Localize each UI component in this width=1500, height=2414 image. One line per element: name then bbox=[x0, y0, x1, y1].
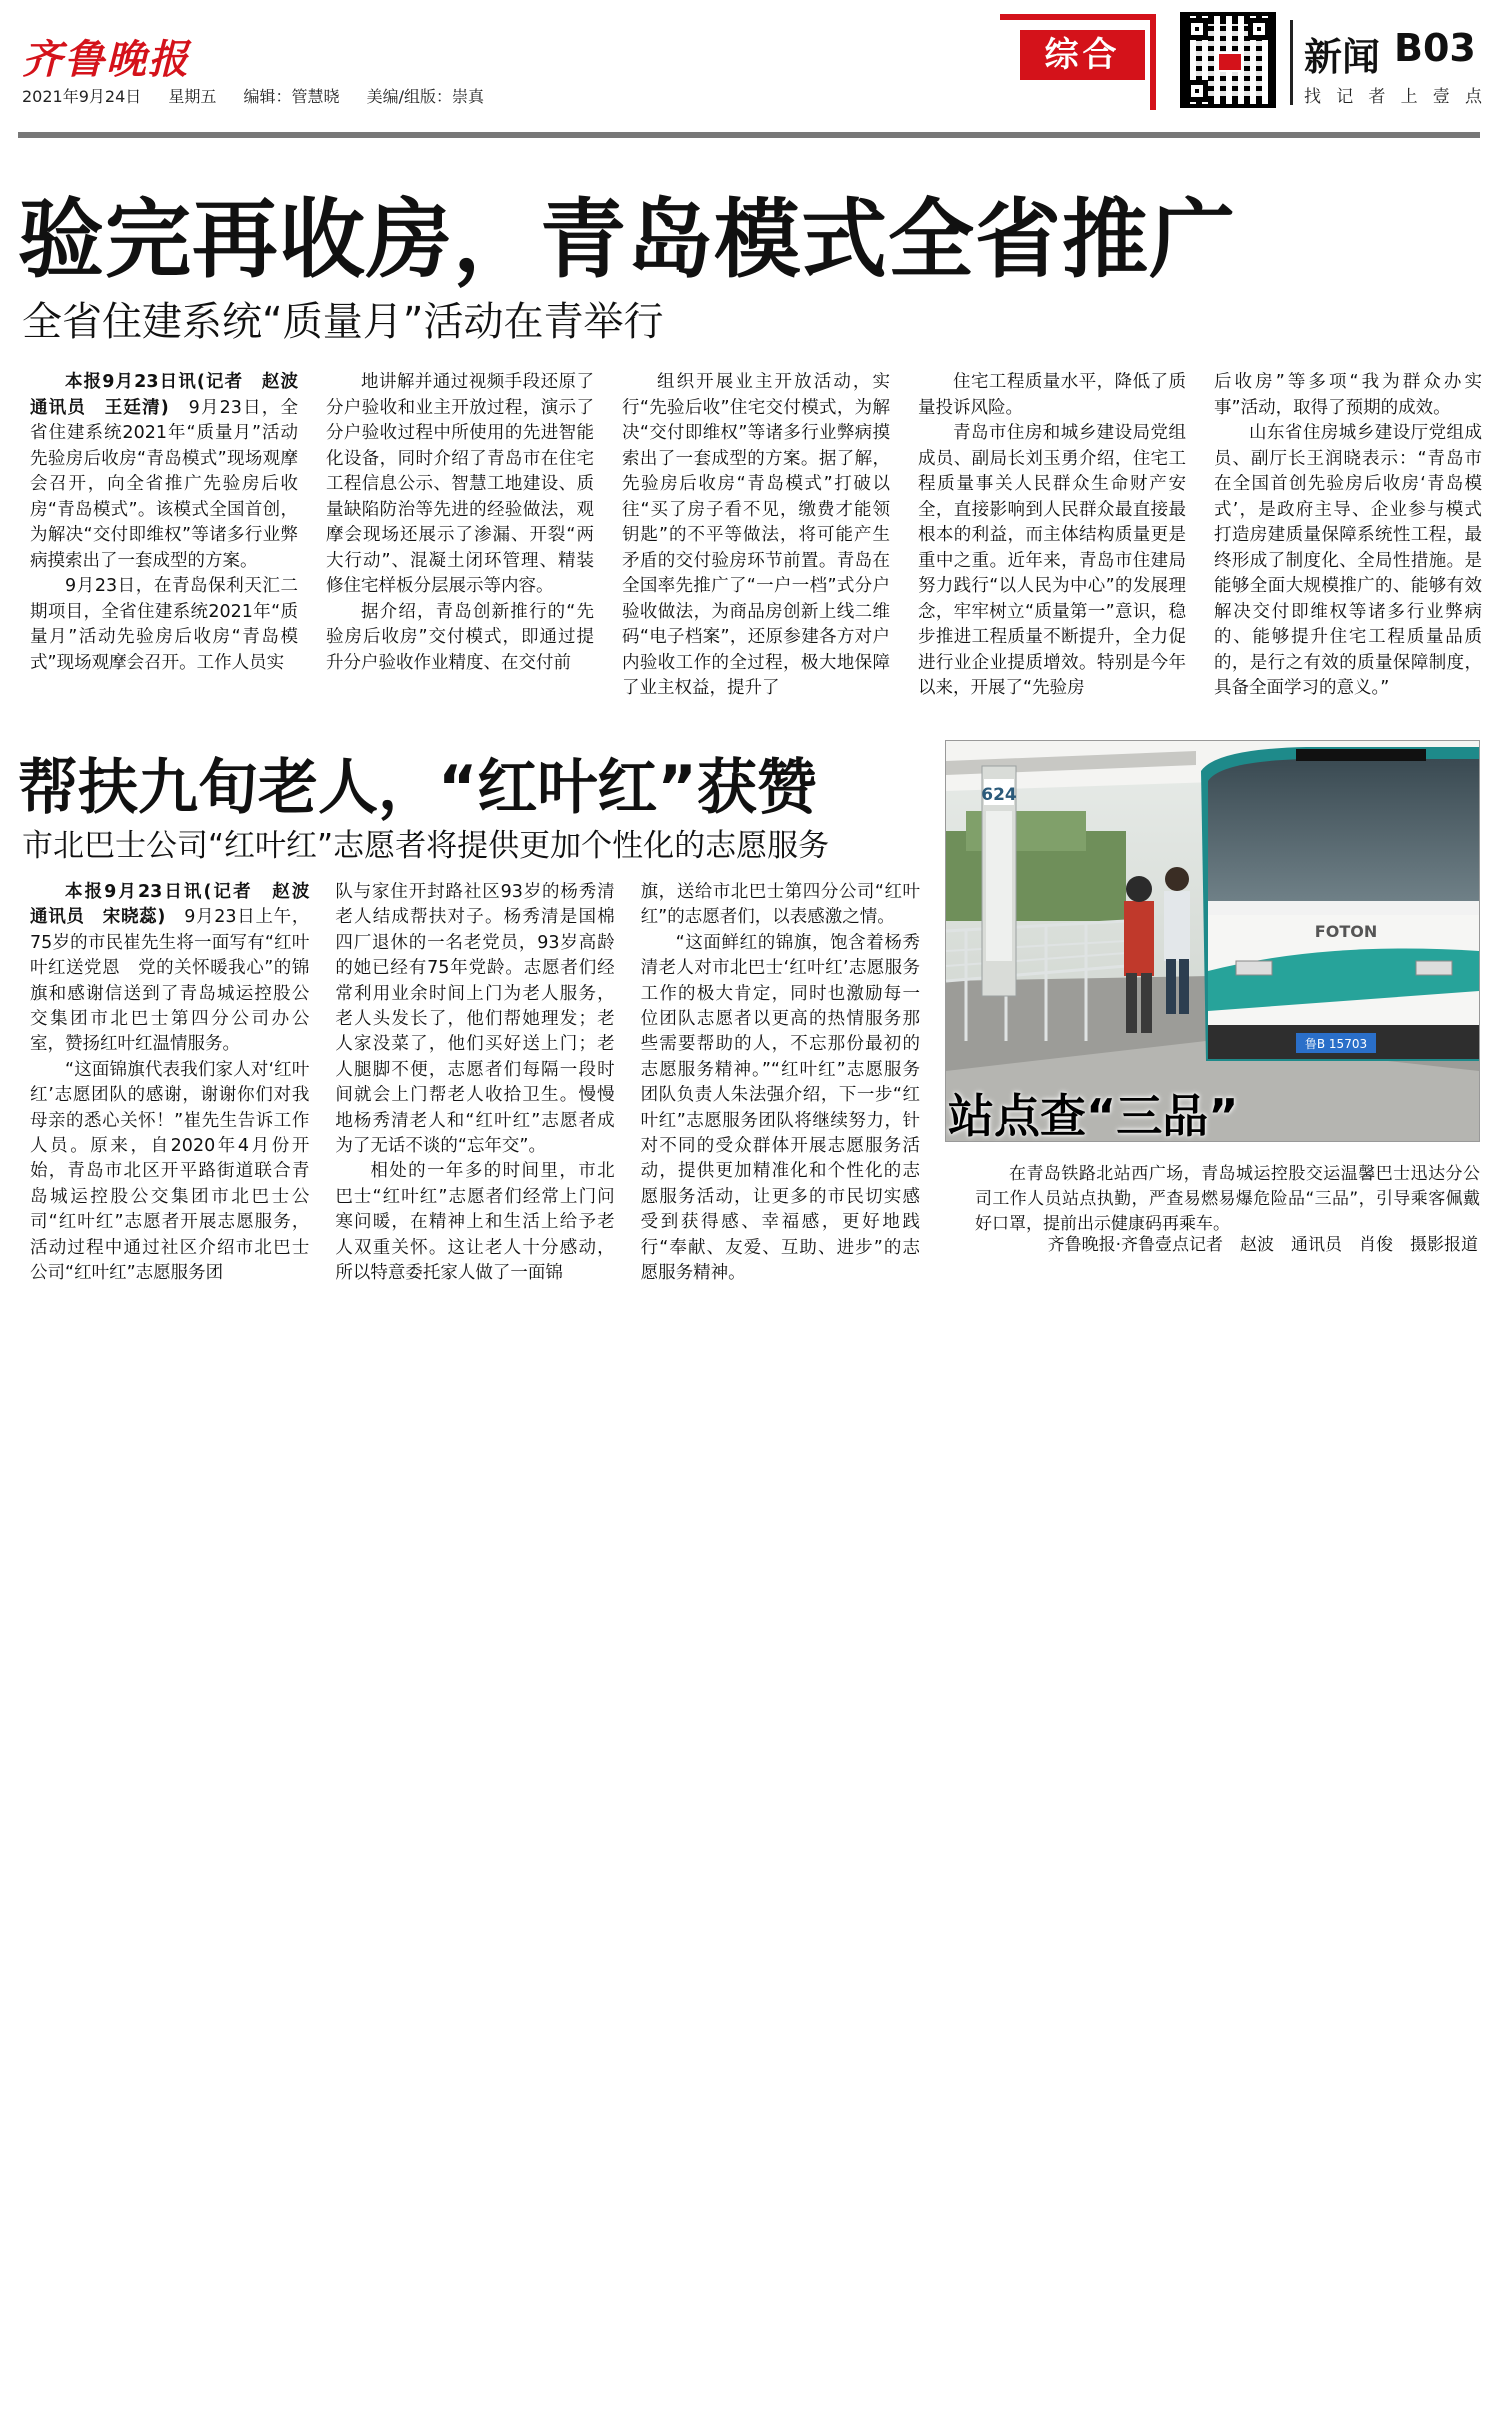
paragraph bbox=[326, 370, 594, 600]
paragraph bbox=[622, 370, 890, 702]
article2-column bbox=[30, 880, 327, 1284]
paragraph bbox=[641, 931, 920, 1287]
photo-title: 站点查“三品” bbox=[948, 1089, 1239, 1143]
masthead-logo: 齐鲁晚报 bbox=[22, 36, 190, 83]
article2-column bbox=[335, 880, 615, 1284]
designer-credit: 美编/组版：崇真 bbox=[366, 87, 484, 106]
qr-code-icon[interactable] bbox=[1180, 12, 1276, 108]
slogan: 找 记 者 上 壹 点 bbox=[1304, 87, 1484, 107]
paragraph-text: 旗，送给市北巴士第四分公司“红叶红”的志愿者们，以表感激之情。 bbox=[640, 882, 920, 928]
paragraph bbox=[326, 600, 594, 677]
paragraph bbox=[30, 880, 327, 1058]
paragraph bbox=[30, 574, 298, 676]
paragraph-text: 9月23日，全省住建系统2021年“质量月”活动先验房后收房“青岛模式”现场观摩会召开，向全省推广先验房后收房“青岛模式”。该模式全国首创，为解决“交付即维权”等诸多行业弊病摸索出了一套成型的方案。 bbox=[30, 397, 298, 571]
paragraph bbox=[30, 370, 316, 574]
article1-column bbox=[1214, 370, 1482, 698]
paragraph-text: 组织开展业主开放活动，实行“先验后收”住宅交付模式，为解决“交付即维权”等诸多行业弊病摸索出了一套成型的方案。据了解，先验房后收房“青岛模式”打破以往“买了房子看不见，缴费才能领钥匙”的不平等做法，将可能产生矛盾的交付验房环节前置。青岛在全国率先推广了“一户一档”式分户验收做法，为商品房创新上线二维码“电子档案”，还原参建各方对户内验收工作的全过程，极大地保障了业主权益，提升了 bbox=[622, 372, 890, 698]
article2-headline: 帮扶九旬老人，“红叶红”获赞 bbox=[18, 753, 817, 823]
header-rule bbox=[18, 132, 1480, 138]
paragraph bbox=[918, 370, 1186, 421]
article1-column bbox=[918, 370, 1186, 698]
paragraph bbox=[918, 421, 1186, 702]
weekday: 星期五 bbox=[168, 87, 217, 106]
paragraph-text: “这面鲜红的锦旗，饱含着杨秀清老人对市北巴士‘红叶红’志愿服务工作的极大肯定，同时也激励每一位团队志愿者以更高的热情服务那些需要帮助的人，不忘那份最初的志愿服务精神。”“红叶红”志愿服务团队负责人朱法强介绍，下一步“红叶红”志愿服务团队将继续努力，针对不同的受众群体开展志愿服务活动，提供更加精准化和个性化的志愿服务活动，让更多的市民切实感受到获得感、幸福感，更好地践行“奉献、友爱、互助、进步”的志愿服务精神。 bbox=[640, 932, 920, 1284]
photo-caption: 在青岛铁路北站西广场，青岛城运控股交运温馨巴士迅达分公司工作人员站点执勤，严查易燃易爆危险品“三品”，引导乘客佩戴好口罩，提前出示健康码再乘车。 bbox=[975, 1164, 1480, 1234]
article1-subheadline: 全省住建系统“质量月”活动在青举行 bbox=[22, 299, 664, 345]
bus-brand: FOTON bbox=[1314, 922, 1378, 941]
article1-column bbox=[326, 370, 594, 685]
article1-column bbox=[622, 370, 890, 698]
paragraph bbox=[30, 1058, 309, 1287]
paragraph bbox=[1214, 370, 1482, 421]
paragraph-text: “这面锦旗代表我们家人对‘红叶红’志愿团队的感谢，谢谢你们对我母亲的悉心关怀！”崔先生告诉工作人员。原来，自2020年4月份开始，青岛市北区开平路街道联合青岛城运控股公交集团市北巴士公司“红叶红”志愿者开展志愿服务，活动过程中通过社区介绍市北巴士公司“红叶红”志愿服务团 bbox=[30, 1059, 310, 1284]
article2-column bbox=[640, 880, 920, 1284]
editor-credit: 编辑：管慧晓 bbox=[243, 87, 340, 106]
paragraph-text: 住宅工程质量水平，降低了质量投诉风险。 bbox=[918, 372, 1186, 418]
byline: 本报9月23日讯(记者 赵波 通讯员 宋晓蕊) bbox=[30, 882, 327, 928]
license-plate: 鲁B 15703 bbox=[1304, 1037, 1368, 1051]
page-number: B03 bbox=[1394, 26, 1476, 70]
article2-subheadline: 市北巴士公司“红叶红”志愿者将提供更加个性化的志愿服务 bbox=[22, 828, 830, 864]
paragraph-text: 相处的一年多的时间里，市北巴士“红叶红”志愿者们经常上门问寒问暖，在精神上和生活上给予老人双重关怀。这让老人十分感动，所以特意委托家人做了一面锦 bbox=[335, 1161, 615, 1284]
paragraph-text: 9月23日上午，75岁的市民崔先生将一面写有“红叶叶红送党恩 党的关怀暖我心”的锦旗和感谢信送到了青岛城运控股公交集团市北巴士第四分公司办公室，赞扬红叶红温情服务。 bbox=[30, 907, 310, 1055]
paragraph-text: 后收房”等多项“我为群众办实事”活动，取得了预期的成效。 bbox=[1214, 372, 1482, 418]
section-name: 新闻 bbox=[1304, 35, 1381, 79]
article1-column bbox=[30, 370, 316, 685]
dateline bbox=[22, 84, 506, 107]
byline: 本报9月23日讯(记者 赵波 通讯员 王廷清) bbox=[30, 372, 316, 418]
paragraph bbox=[641, 880, 920, 931]
issue-date: 2021年9月24日 bbox=[22, 87, 142, 106]
article1-body bbox=[30, 370, 1482, 698]
paragraph-text: 9月23日，在青岛保利天汇二期项目，全省住建系统2021年“质量月”活动先验房后收房“青岛模式”现场观摩会召开。工作人员实 bbox=[30, 576, 298, 673]
section-tag: 综合 bbox=[1020, 30, 1145, 80]
paragraph-text: 地讲解并通过视频手段还原了分户验收和业主开放过程，演示了分户验收过程中所使用的先进智能化设备，同时介绍了青岛市在住宅工程信息公示、智慧工地建设、质量缺陷防治等先进的经验做法，观摩会现场还展示了渗漏、开裂“两大行动”、混凝土闭环管理、精装修住宅样板分层展示等内容。 bbox=[326, 372, 594, 596]
paragraph-text: 青岛市住房和城乡建设局党组成员、副局长刘玉勇介绍，住宅工程质量事关人民群众生命财产安全，直接影响到人民群众最直接最根本的利益，而主体结构质量更是重中之重。近年来，青岛市住建局努力践行“以人民为中心”的发展理念，牢牢树立“质量第一”意识，稳步推进工程质量不断提升，全力促进行业企业提质增效。特别是今年以来，开展了“先验房 bbox=[918, 423, 1186, 698]
paragraph bbox=[335, 1159, 614, 1286]
paragraph-text: 山东省住房城乡建设厅党组成员、副厅长王润晓表示：“青岛市在全国首创先验房后收房‘青岛模式’，是政府主导、企业参与模式打造房建质量保障系统性工程，最终形成了制度化、全局性措施。是能够全面大规模推广的、能够有效解决交付即维权等诸多行业弊病的、能够提升住宅工程质量品质的，是行之有效的质量保障制度，具备全面学习的意义。” bbox=[1214, 423, 1482, 698]
photo-credit: 齐鲁晚报·齐鲁壹点记者 赵波 通讯员 肖俊 摄影报道 bbox=[1047, 1235, 1478, 1255]
stop-number: 624 bbox=[981, 785, 1017, 805]
article2-body bbox=[30, 880, 920, 1284]
paragraph-text: 据介绍，青岛创新推行的“先验房后收房”交付模式，即通过提升分户验收作业精度、在交付前 bbox=[326, 601, 594, 673]
article1-headline: 验完再收房，青岛模式全省推广 bbox=[18, 190, 1236, 290]
paragraph bbox=[335, 880, 614, 1159]
paragraph-text: 队与家住开封路社区93岁的杨秀清老人结成帮扶对子。杨秀清是国棉四厂退休的一名老党员，93岁高龄的她已经有75年党龄。志愿者们经常利用业余时间上门为老人服务，老人头发长了，他们帮她理发；老人家没菜了，他们买好送上门；老人腿脚不便，志愿者们每隔一段时间就会上门帮老人收拾卫生。慢慢地杨秀清老人和“红叶红”志愿者成为了无话不谈的“忘年交”。 bbox=[335, 882, 615, 1157]
header-divider bbox=[1290, 20, 1293, 105]
paragraph bbox=[1214, 421, 1482, 702]
